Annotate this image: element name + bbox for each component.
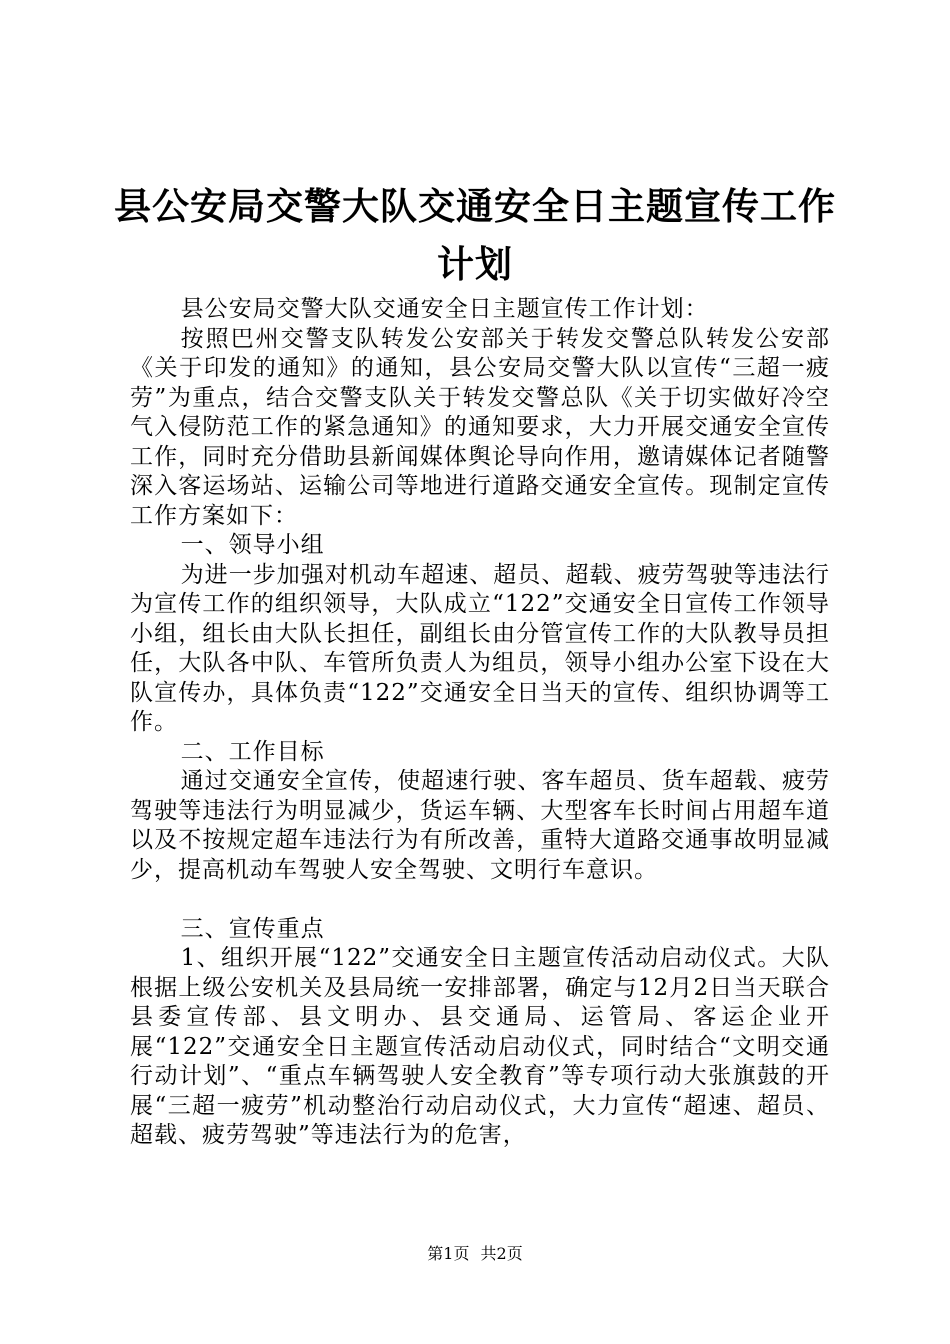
page-total: 共2页 [480,1244,523,1263]
document-title: 县公安局交警大队交通安全日主题宣传工作计划 [114,185,836,286]
paragraph-focus-1: 1、组织开展“122”交通安全日主题宣传活动启动仪式。大队根据上级公安机关及县局统一安排部署，确定与12月2日当天联合县委宣传部、县文明办、县交通局、运管局、客运企业开展“122”交通安全日主题宣传活动启动仪式，同时结合“文明交通行动计划”、“重点车辆驾驶人安全教育”等专项行动大张旗鼓的开展“三超一疲劳”机动整治行动启动仪式，大力宣传“超速、超员、超载、疲劳驾驶”等违法行为的危害， [130,945,830,1148]
page-number: 第1页 [427,1244,470,1263]
page-footer [0,1244,950,1264]
intro-line: 县公安局交警大队交通安全日主题宣传工作计划： [180,296,709,322]
paragraph-goals: 通过交通安全宣传，使超速行驶、客车超员、货车超载、疲劳驾驶等违法行为明显减少，货运车辆、大型客车长时间占用超车道以及不按规定超车违法行为有所改善，重特大道路交通事故明显减少，提高机动车驾驶人安全驾驶、文明行车意识。 [130,768,830,883]
section-heading-leadership: 一、领导小组 [180,532,325,558]
paragraph-leadership: 为进一步加强对机动车超速、超员、超载、疲劳驾驶等违法行为宣传工作的组织领导，大队成立“122”交通安全日宣传工作领导小组，组长由大队长担任，副组长由分管宣传工作的大队教导员担任，大队各中队、车管所负责人为组员，领导小组办公室下设在大队宣传办，具体负责“122”交通安全日当天的宣传、组织协调等工作。 [130,561,830,735]
document-body [130,295,830,1151]
section-heading-focus: 三、宣传重点 [180,915,325,942]
section-heading-goals: 二、工作目标 [180,738,325,765]
paragraph-background: 按照巴州交警支队转发公安部关于转发交警总队转发公安部《关于印发的通知》的通知，县公安局交警大队以宣传“三超一疲劳”为重点，结合交警支队关于转发交警总队《关于切实做好冷空气入侵防范工作的紧急通知》的通知要求，大力开展交通安全宣传工作，同时充分借助县新闻媒体舆论导向作用，邀请媒体记者随警深入客运场站、运输公司等地进行道路交通安全宣传。现制定宣传工作方案如下： [130,325,830,529]
